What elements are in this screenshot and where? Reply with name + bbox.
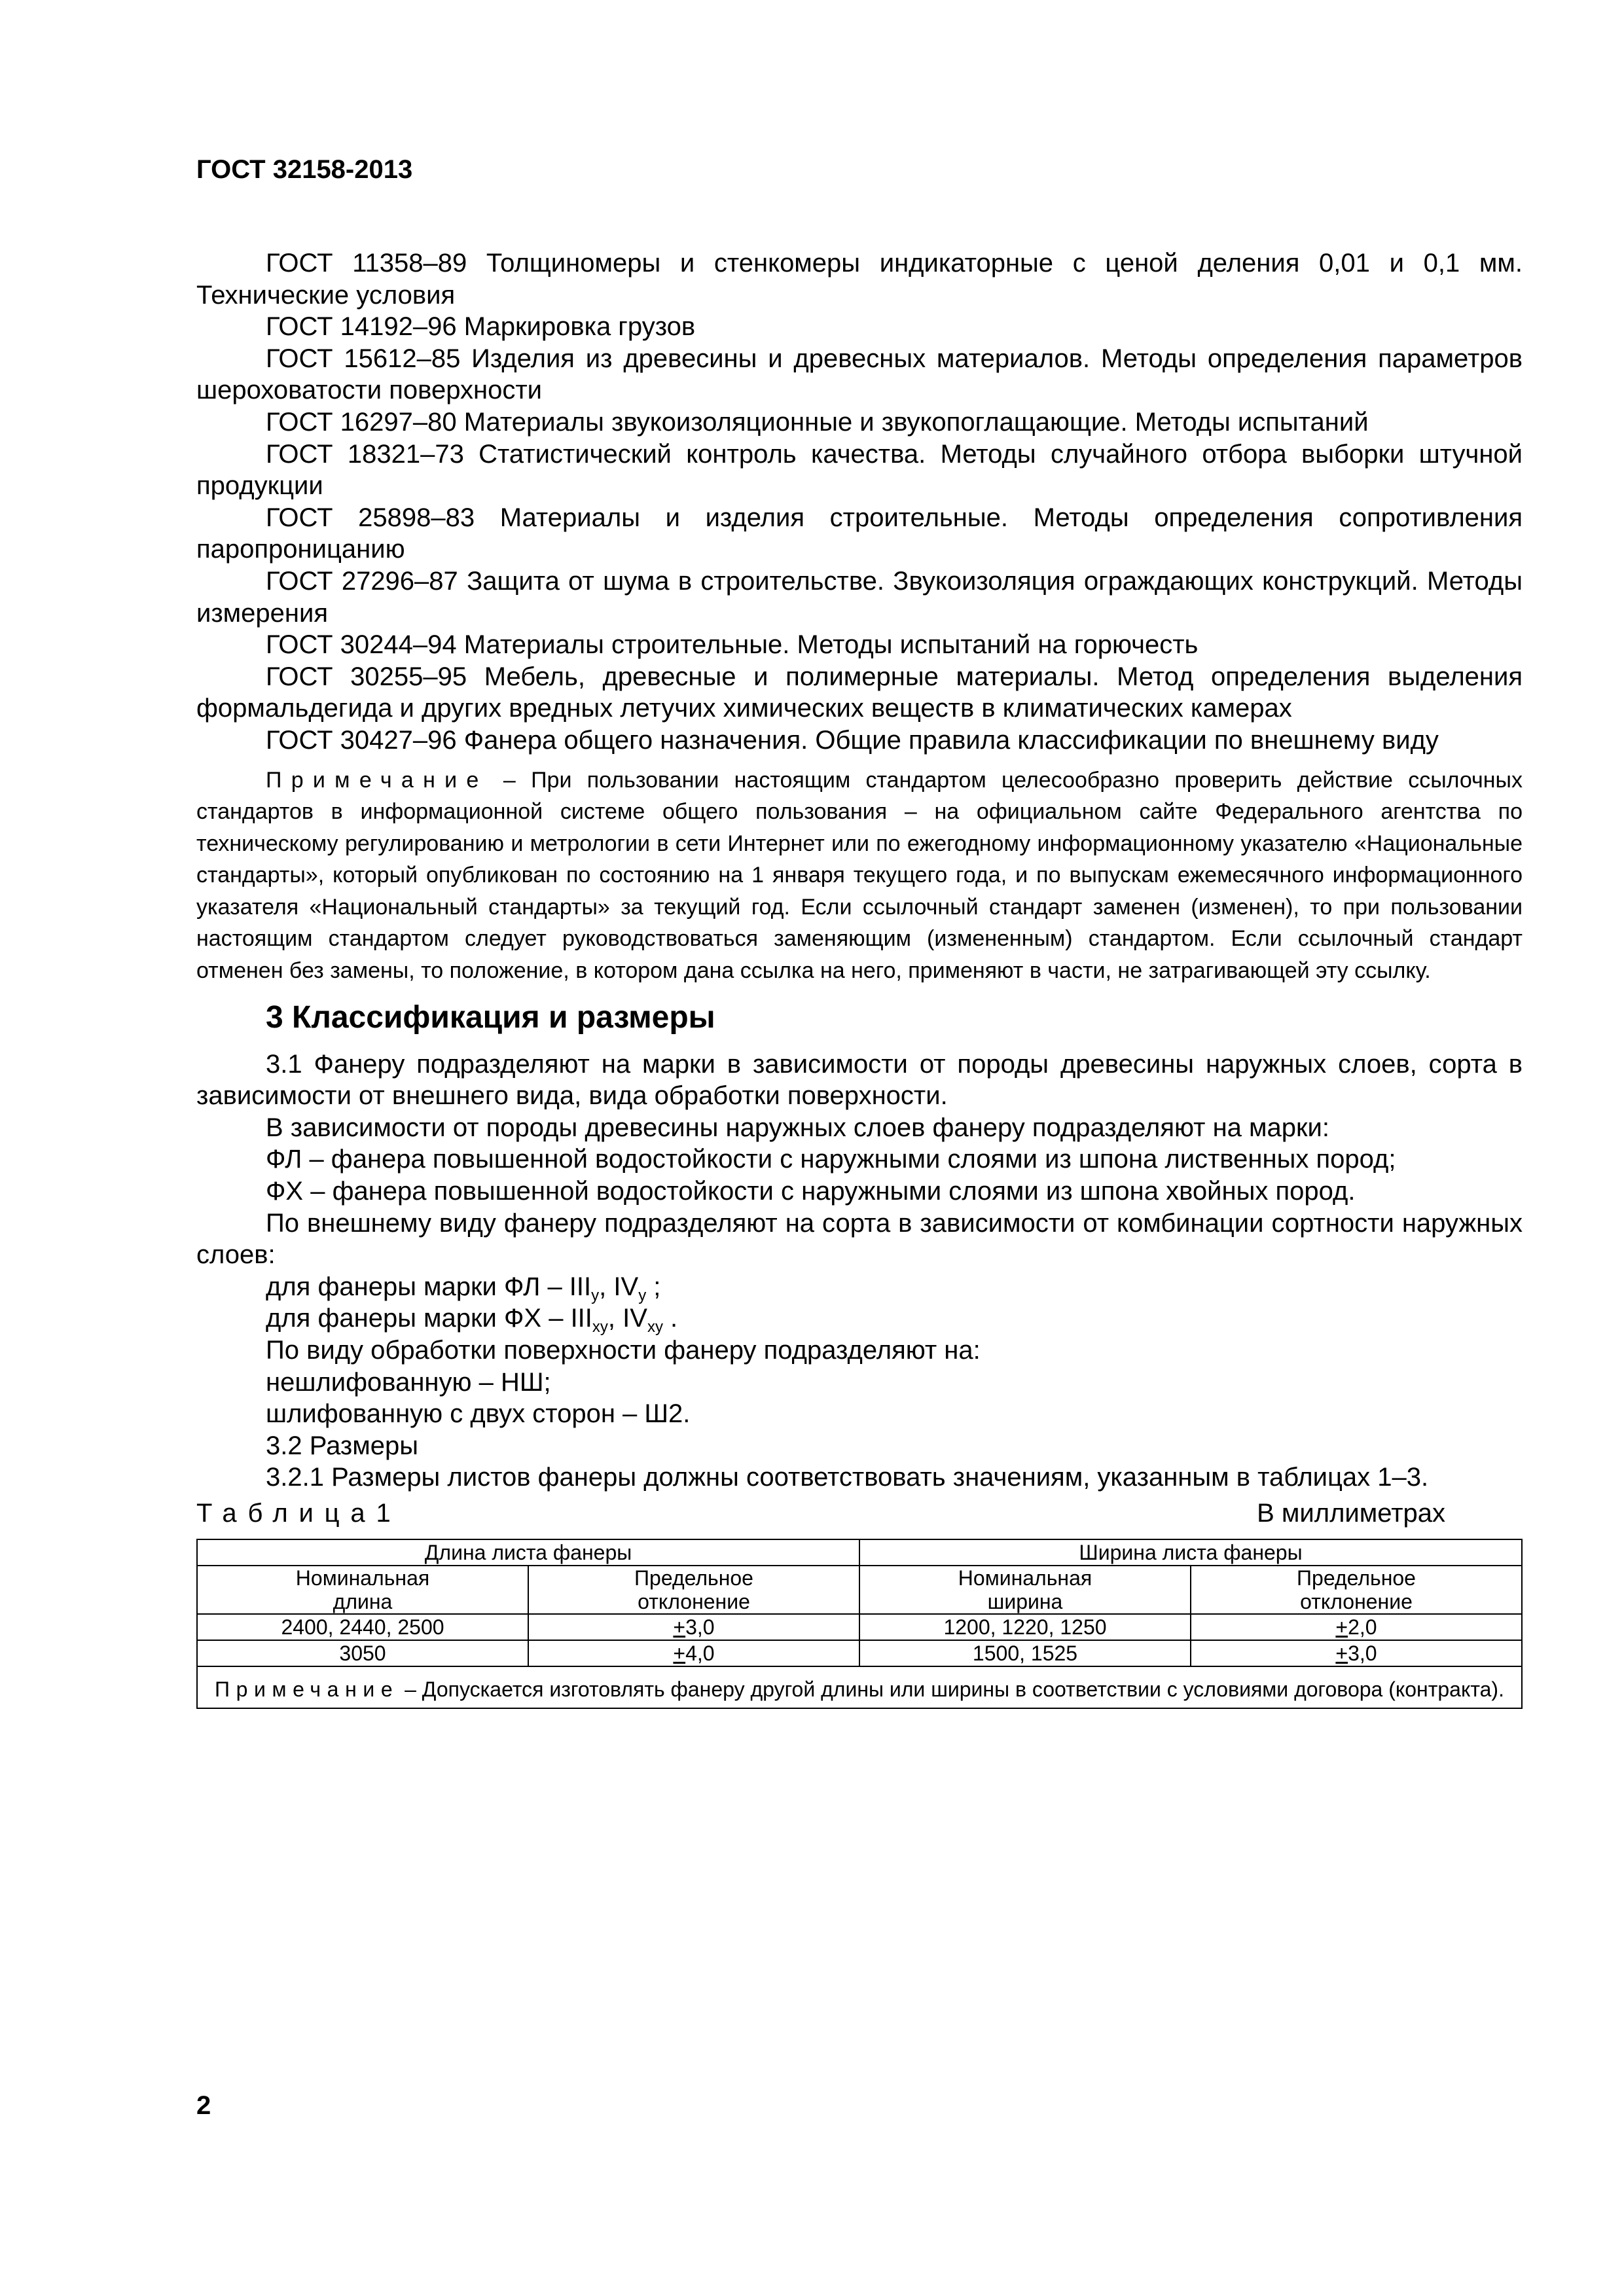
table-row: [197, 1614, 1522, 1640]
references-note: [196, 764, 1523, 987]
subsection-3-2: 3.2 Размеры: [266, 1431, 418, 1460]
table-note: [197, 1666, 1522, 1708]
paragraph-3-2-1: 3.2.1 Размеры листов фанеры должны соответствовать значениям, указанным в таблицах 1–3.: [266, 1463, 1429, 1492]
page-number: 2: [196, 2091, 211, 2120]
table-header: [859, 1566, 1191, 1614]
table-cell: [528, 1614, 859, 1640]
plus-minus-sign: +: [673, 1641, 686, 1665]
table-cell: 3050: [197, 1640, 528, 1666]
reference-item: ГОСТ 15612–85 Изделия из древесины и древесных материалов. Методы определения параметров шероховатости поверхности: [196, 344, 1523, 405]
table-caption: [196, 1498, 391, 1530]
header-line: Предельное: [1297, 1566, 1416, 1590]
table-cell: 1500, 1525: [859, 1640, 1191, 1666]
grade-text: для фанеры марки ФХ – III: [266, 1304, 592, 1333]
grade-text: , IV: [607, 1304, 647, 1333]
table-units: В миллиметрах: [1257, 1498, 1445, 1528]
header-line: отклонение: [638, 1589, 750, 1613]
plus-minus-sign: +: [673, 1615, 686, 1639]
grade-subscript: xy: [647, 1318, 663, 1336]
reference-item: ГОСТ 11358–89 Толщиномеры и стенкомеры индикаторные с ценой деления 0,01 и 0,1 мм. Технические условия: [196, 249, 1523, 310]
document-body: [196, 247, 1523, 1709]
header-line: Предельное: [634, 1566, 753, 1590]
paragraph: В зависимости от породы древесины наружных слоев фанеру подразделяют на марки:: [266, 1113, 1329, 1142]
reference-item: ГОСТ 25898–83 Материалы и изделия строительные. Методы определения сопротивления паропроницанию: [196, 503, 1523, 564]
table-header: [528, 1566, 859, 1614]
paragraph: шлифованную с двух сторон – Ш2.: [266, 1399, 691, 1429]
table-header: [1191, 1566, 1522, 1614]
table-row: [197, 1640, 1522, 1666]
sizes-table: [196, 1539, 1523, 1709]
paragraph: нешлифованную – НШ;: [266, 1367, 551, 1397]
header-line: длина: [333, 1589, 393, 1613]
deviation-value: 3,0: [1348, 1641, 1377, 1665]
grade-text: ;: [646, 1272, 661, 1301]
table-cell: [1191, 1614, 1522, 1640]
note-label: Примечание: [266, 767, 488, 793]
header-line: ширина: [987, 1589, 1063, 1613]
table-number: 1: [376, 1498, 391, 1528]
table-caption-row: [196, 1498, 1523, 1530]
paragraph: ФХ – фанера повышенной водостойкости с наружными слоями из шпона хвойных пород.: [266, 1177, 1356, 1206]
table-note-label: Примечание: [215, 1677, 399, 1701]
deviation-value: 4,0: [685, 1641, 715, 1665]
table-group-header: Длина листа фанеры: [197, 1539, 859, 1566]
grade-subscript: y: [591, 1286, 600, 1304]
header-line: Номинальная: [295, 1566, 430, 1590]
grade-subscript: y: [638, 1286, 647, 1304]
reference-item: ГОСТ 27296–87 Защита от шума в строительстве. Звукоизоляция ограждающих конструкций. Методы измерения: [196, 566, 1523, 628]
section-heading: 3 Классификация и размеры: [266, 999, 715, 1035]
reference-item: ГОСТ 16297–80 Материалы звукоизоляционные и звукопоглащающие. Методы испытаний: [266, 407, 1369, 437]
table-note-row: [197, 1666, 1522, 1708]
grade-fl-line: [196, 1271, 1523, 1303]
paragraph: ФЛ – фанера повышенной водостойкости с наружными слоями из шпона лиственных пород;: [266, 1145, 1396, 1174]
plus-minus-sign: +: [1335, 1615, 1348, 1639]
deviation-value: 3,0: [685, 1615, 715, 1639]
table-cell: 2400, 2440, 2500: [197, 1614, 528, 1640]
table-note-text: – Допускается изготовлять фанеру другой длины или ширины в соответствии с условиями договора (контракта).: [399, 1677, 1504, 1701]
plus-minus-sign: +: [1335, 1641, 1348, 1665]
grade-text: , IV: [599, 1272, 639, 1301]
document-header: ГОСТ 32158-2013: [196, 155, 413, 184]
table-header: [197, 1566, 528, 1614]
paragraph: По виду обработки поверхности фанеру подразделяют на:: [266, 1336, 981, 1365]
reference-item: ГОСТ 18321–73 Статистический контроль качества. Методы случайного отбора выборки штучной продукции: [196, 439, 1523, 501]
grade-fh-line: [196, 1302, 1523, 1335]
grade-text: для фанеры марки ФЛ – III: [266, 1272, 592, 1301]
paragraph-3-1: 3.1 Фанеру подразделяют на марки в зависимости от породы древесины наружных слоев, сорта в зависимости от внешнего вида, вида обработки поверхности.: [196, 1049, 1523, 1111]
paragraph: По внешнему виду фанеру подразделяют на сорта в зависимости от комбинации сортности наружных слоев:: [196, 1208, 1523, 1270]
reference-item: ГОСТ 30244–94 Материалы строительные. Методы испытаний на горючесть: [266, 630, 1199, 660]
normative-references-list: [196, 247, 1523, 757]
table-cell: [1191, 1640, 1522, 1666]
header-line: Номинальная: [958, 1566, 1092, 1590]
grade-subscript: xy: [592, 1318, 608, 1336]
reference-item: ГОСТ 30427–96 Фанера общего назначения. Общие правила классификации по внешнему виду: [266, 725, 1439, 755]
table-group-header: Ширина листа фанеры: [859, 1539, 1522, 1566]
table-header-row: [197, 1566, 1522, 1614]
reference-item: ГОСТ 30255–95 Мебель, древесные и полимерные материалы. Метод определения выделения формальдегида и других вредных летучих химических веществ в климатических камерах: [196, 662, 1523, 723]
table-cell: 1200, 1220, 1250: [859, 1614, 1191, 1640]
table-cell: [528, 1640, 859, 1666]
reference-item: ГОСТ 14192–96 Маркировка грузов: [266, 312, 696, 342]
table-caption-label: Таблица: [196, 1498, 376, 1528]
table-group-header-row: [197, 1539, 1522, 1566]
deviation-value: 2,0: [1348, 1615, 1377, 1639]
note-text: – При пользовании настоящим стандартом целесообразно проверить действие ссылочных стандартов в информационной системе общего пользования – на официальном сайте Федерального агентства по техническому регулированию и метрологии в сети Интернет или по ежегодному информационному указателю «Национальные стандарты», который опубликован по состоянию на 1 января текущего года, и по выпускам ежемесячного информационного указателя «Национальный стандарты» за текущий год. Если ссылочный стандарт заменен (изменен), то при пользовании настоящим стандартом следует руководствоваться заменяющим (измененным) стандартом. Если ссылочный стандарт отменен без замены, то положение, в котором дана ссылка на него, применяют в части, не затрагивающей эту ссылку.: [196, 767, 1523, 984]
grade-text: .: [662, 1304, 678, 1333]
header-line: отклонение: [1300, 1589, 1413, 1613]
